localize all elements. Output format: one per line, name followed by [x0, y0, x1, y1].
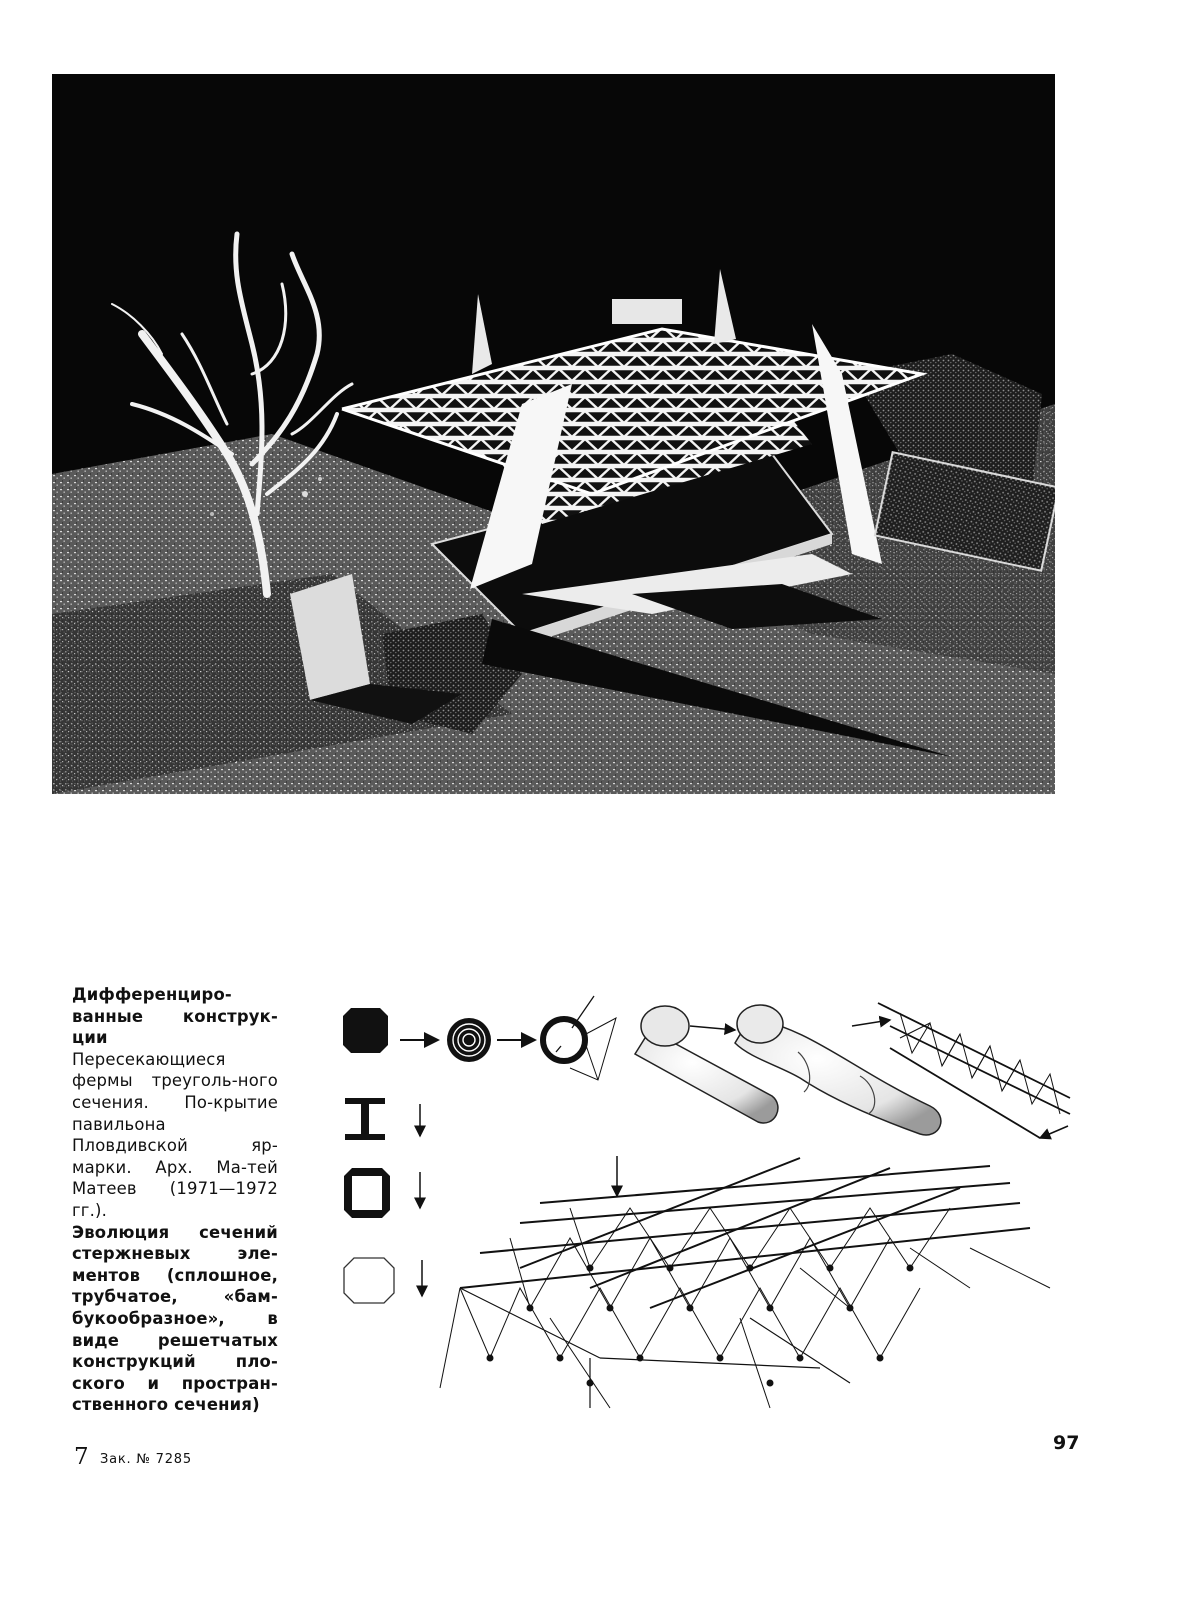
caption-heading: Дифференциро-ванные конструк-ции — [72, 985, 278, 1048]
hollow-lattice-section-icon — [344, 1258, 394, 1303]
section-evolution-diagram — [330, 988, 1090, 1418]
printer-order-number: Зак. № 7285 — [100, 1452, 192, 1467]
figure-caption — [72, 984, 278, 1416]
pavilion-model-photo — [52, 74, 1055, 794]
solid-section-icon — [343, 1008, 388, 1053]
i-beam-section-icon — [345, 1098, 385, 1140]
caption-evolution: Эволюция сечений стержневых эле-ментов (сплошное, трубчатое, «бам-букообразное», в виде решетчатых конструкций пло-ского и простран-ственного сечения) — [72, 1222, 278, 1415]
tube-section-icon — [543, 996, 594, 1061]
caption-description: Пересекающиеся фермы треуголь-ного сечения. По-крытие павильона Пловдивской яр-марки. Арх. Ма-тей Матеев (1971—1972 гг.). — [72, 1049, 278, 1220]
concentric-section-icon — [447, 1018, 491, 1062]
space-frame-grid — [440, 1158, 1050, 1408]
printer-signature-number: 7 — [74, 1444, 89, 1470]
page-number: 97 — [1053, 1432, 1080, 1454]
box-section-icon — [344, 1168, 390, 1218]
space-frame-nodes — [487, 1265, 914, 1387]
